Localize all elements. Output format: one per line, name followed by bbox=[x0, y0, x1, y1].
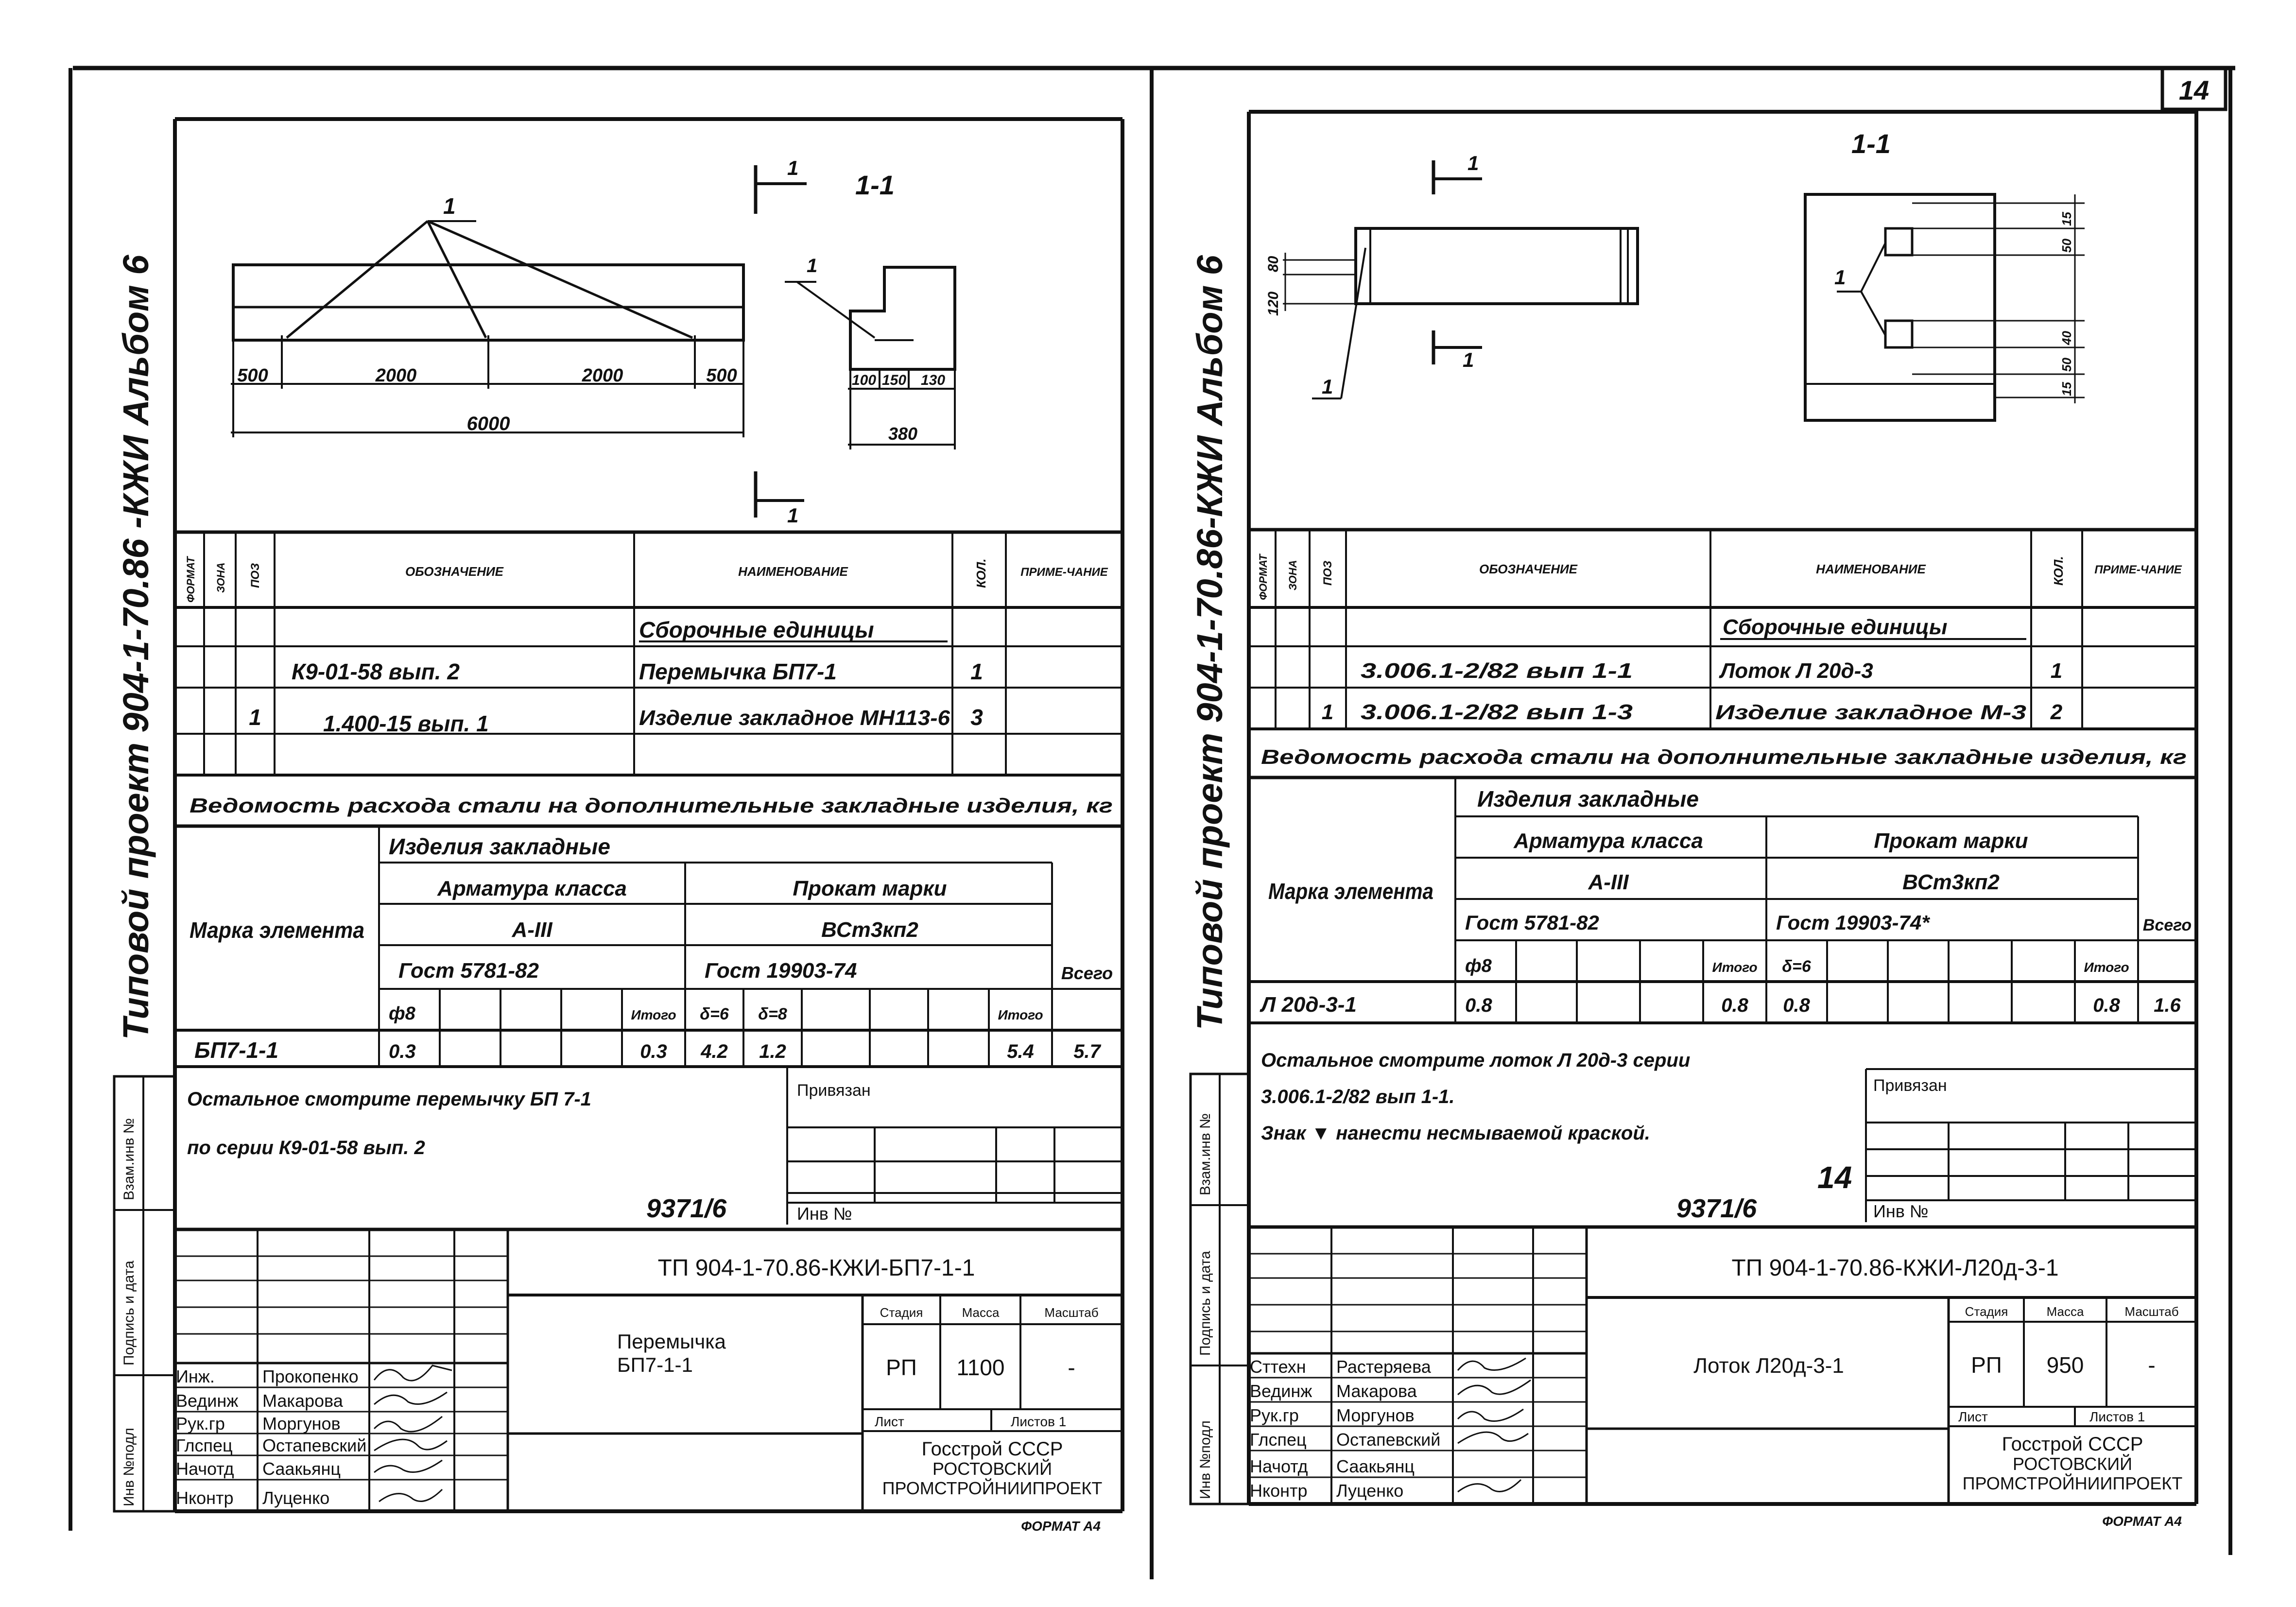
steel-col-header: Итого bbox=[998, 1007, 1043, 1022]
tb-stage: РП bbox=[886, 1355, 917, 1380]
note-line: Знак ▼ нанести несмываемой краской. bbox=[1261, 1123, 1650, 1144]
tb-role: Глспец bbox=[1250, 1430, 1307, 1450]
spec-code: К9-01-58 вып. 2 bbox=[292, 659, 460, 684]
spec-name: Изделие закладное М-3 bbox=[1715, 701, 2026, 724]
steel-col-header: δ=6 bbox=[700, 1005, 729, 1023]
tb-person: Растеряева bbox=[1336, 1357, 1431, 1377]
dim-label: 500 bbox=[237, 365, 268, 386]
tb-org-line: ПРОМСТРОЙНИИПРОЕКТ bbox=[1962, 1473, 2183, 1493]
steel-col-header: Итого bbox=[1712, 960, 1758, 975]
steel-col-header: ф8 bbox=[1465, 956, 1492, 976]
spec-name: Перемычка БП7-1 bbox=[639, 659, 837, 684]
note-extra: 14 bbox=[1817, 1160, 1852, 1195]
steel-row-mark: Л 20д-3-1 bbox=[1261, 993, 1357, 1017]
steel-col-header: Итого bbox=[2084, 960, 2129, 975]
steel-total-header: Всего bbox=[2142, 916, 2192, 934]
tb-role: Нконтр bbox=[1250, 1481, 1308, 1501]
section-title: 1-1 bbox=[855, 170, 895, 200]
tb-org-line: РОСТОВСКИЙ bbox=[932, 1459, 1052, 1479]
tray-cross-section bbox=[1805, 194, 2085, 420]
col-header: ПРИМЕ-ЧАНИЕ bbox=[2094, 563, 2182, 576]
spec-poz: 1 bbox=[1321, 700, 1334, 724]
col-header: ОБОЗНАЧЕНИЕ bbox=[1479, 562, 1578, 576]
tb-mass-header: Масса bbox=[2046, 1304, 2084, 1319]
tb-person: Саакьянц bbox=[1336, 1456, 1415, 1476]
tb-person: Остапевский bbox=[1336, 1430, 1441, 1450]
note-line: Остальное смотрите лоток Л 20д-3 серии bbox=[1261, 1050, 1691, 1071]
side-stamp-label: Инв №подл bbox=[1197, 1420, 1213, 1499]
tb-name: Лоток Л20д-3-1 bbox=[1693, 1354, 1844, 1378]
steel-cell: 0.3 bbox=[640, 1041, 667, 1062]
steel-prokat-gost: Гост 19903-74* bbox=[1776, 911, 1930, 934]
right-sheet bbox=[1190, 109, 2196, 1529]
dim-label: 50 bbox=[2059, 239, 2074, 253]
col-header: КОЛ. bbox=[974, 558, 988, 588]
steel-cell: 0.3 bbox=[389, 1041, 416, 1062]
section-cut-marker bbox=[756, 165, 807, 518]
steel-cell: 0.8 bbox=[1721, 995, 1748, 1016]
steel-col-header: ф8 bbox=[389, 1003, 415, 1024]
tb-sheet-header: Лист bbox=[875, 1414, 904, 1429]
dim-label: 150 bbox=[881, 372, 907, 388]
tb-stage-header: Стадия bbox=[880, 1305, 923, 1320]
beam-cross-section bbox=[785, 267, 955, 449]
tb-mass-header: Масса bbox=[962, 1305, 1000, 1320]
steel-arm-class: А-III bbox=[512, 918, 552, 942]
spec-code: 3.006.1-2/82 вып 1-3 bbox=[1361, 700, 1633, 724]
steel-table bbox=[175, 826, 1122, 1067]
steel-row-mark: БП7-1-1 bbox=[194, 1037, 279, 1063]
dim-label: 50 bbox=[2059, 358, 2074, 372]
steel-prokat-gost: Гост 19903-74 bbox=[705, 959, 857, 983]
steel-cell: 0.8 bbox=[1783, 995, 1810, 1016]
side-stamp-label: Взам.инв № bbox=[1197, 1113, 1213, 1195]
steel-total-header: Всего bbox=[1061, 963, 1113, 983]
tb-role: Сттехн bbox=[1250, 1357, 1306, 1377]
steel-arm-header: Арматура класса bbox=[437, 877, 627, 900]
inv-label: Инв № bbox=[1873, 1201, 1929, 1221]
tb-role: Начотд bbox=[1250, 1456, 1308, 1476]
tb-role: Рук.гр bbox=[176, 1414, 225, 1434]
dim-label: 40 bbox=[2059, 331, 2074, 345]
tb-scale: - bbox=[2148, 1352, 2156, 1378]
steel-arm-gost: Гост 5781-82 bbox=[398, 959, 539, 983]
tb-person: Остапевский bbox=[262, 1435, 367, 1455]
steel-prokat-header: Прокат марки bbox=[1874, 829, 2028, 853]
callout-label: 1 bbox=[443, 193, 456, 219]
note-line: Остальное смотрите перемычку БП 7-1 bbox=[187, 1089, 591, 1110]
col-header: КОЛ. bbox=[2051, 556, 2066, 586]
privyazan-label: Привязан bbox=[1873, 1076, 1947, 1095]
callout-label: 1 bbox=[807, 255, 818, 276]
spec-code: 3.006.1-2/82 вып 1-1 bbox=[1361, 659, 1633, 683]
col-header: НАИМЕНОВАНИЕ bbox=[738, 564, 848, 579]
section-arrow-label: 1 bbox=[1463, 348, 1474, 371]
spec-qty: 1 bbox=[970, 659, 983, 684]
spec-code: 1.400-15 вып. 1 bbox=[323, 711, 489, 736]
tb-person: Моргунов bbox=[1336, 1405, 1415, 1425]
tb-person: Саакьянц bbox=[262, 1459, 341, 1479]
left-sheet bbox=[114, 119, 1122, 1534]
tb-mass: 950 bbox=[2046, 1352, 2084, 1378]
steel-marka-header: Марка элемента bbox=[190, 917, 364, 943]
spec-section-title: Сборочные единицы bbox=[1723, 615, 1948, 639]
tb-stage-header: Стадия bbox=[1965, 1304, 2008, 1319]
steel-cell: 5.7 bbox=[1073, 1041, 1101, 1062]
steel-cell: 0.8 bbox=[2093, 995, 2120, 1016]
tb-person: Луценко bbox=[262, 1488, 330, 1508]
tb-role: Глспец bbox=[176, 1435, 233, 1455]
dim-label: 2000 bbox=[582, 365, 623, 386]
steel-prokat-mark: ВСт3кп2 bbox=[1902, 870, 2000, 894]
spec-name: Лоток Л 20д-3 bbox=[1720, 659, 1873, 683]
section-arrow-label: 1 bbox=[787, 504, 799, 527]
col-header: ПРИМЕ-ЧАНИЕ bbox=[1020, 566, 1108, 579]
tb-org-line: ПРОМСТРОЙНИИПРОЕКТ bbox=[882, 1478, 1103, 1498]
tb-stage: РП bbox=[1971, 1352, 2002, 1378]
dim-label: 2000 bbox=[375, 365, 417, 386]
steel-arm-header: Арматура класса bbox=[1514, 829, 1703, 853]
steel-col-header: δ=6 bbox=[1782, 957, 1811, 976]
tb-person: Прокопенко bbox=[262, 1366, 359, 1386]
tb-person: Макарова bbox=[1336, 1381, 1417, 1401]
side-stamp-label: Взам.инв № bbox=[121, 1118, 137, 1200]
col-header: ЗОНА bbox=[215, 562, 227, 593]
tb-role: Нконтр bbox=[176, 1488, 234, 1508]
section-title: 1-1 bbox=[1851, 128, 1891, 159]
inv-label: Инв № bbox=[797, 1204, 852, 1224]
steel-cell: 5.4 bbox=[1007, 1041, 1034, 1062]
spec-section-title: Сборочные единицы bbox=[639, 617, 874, 642]
dim-label: 15 bbox=[2059, 212, 2074, 226]
note-line: по серии К9-01-58 вып. 2 bbox=[187, 1137, 425, 1158]
tray-elevation bbox=[1283, 160, 1638, 398]
tb-designation: ТП 904-1-70.86-КЖИ-Л20д-3-1 bbox=[1731, 1255, 2059, 1281]
steel-arm-gost: Гост 5781-82 bbox=[1465, 911, 1599, 934]
col-header: НАИМЕНОВАНИЕ bbox=[1816, 562, 1926, 576]
note-line: 3.006.1-2/82 вып 1-1. bbox=[1261, 1086, 1455, 1107]
spec-poz: 1 bbox=[249, 705, 261, 730]
beam-elevation bbox=[231, 221, 743, 437]
format-label: ФОРМАТ А4 bbox=[2102, 1514, 2182, 1529]
side-title: Типовой проект 904-1-70.86 -КЖИ Альбом 6 bbox=[116, 255, 156, 1040]
tb-person: Луценко bbox=[1336, 1481, 1404, 1501]
dim-label: 80 bbox=[1265, 256, 1281, 272]
tb-scale-header: Масштаб bbox=[2124, 1304, 2179, 1319]
steel-col-header: Итого bbox=[631, 1007, 676, 1022]
spec-qty: 2 bbox=[2050, 700, 2063, 724]
tb-mass: 1100 bbox=[956, 1355, 1005, 1380]
tb-scale: - bbox=[1068, 1355, 1075, 1380]
callout-label: 1 bbox=[1834, 266, 1846, 289]
dim-label: 380 bbox=[888, 424, 918, 444]
tb-name: Перемычка БП7-1-1 bbox=[617, 1330, 726, 1376]
spec-qty: 1 bbox=[2050, 659, 2063, 683]
dim-label: 15 bbox=[2059, 382, 2074, 396]
tb-designation: ТП 904-1-70.86-КЖИ-БП7-1-1 bbox=[657, 1255, 975, 1281]
tb-role: Начотд bbox=[176, 1459, 234, 1479]
side-stamp-label: Инв №подл bbox=[121, 1428, 137, 1506]
col-header: ПОЗ bbox=[1321, 560, 1334, 586]
sheet-ref: 9371/6 bbox=[646, 1194, 727, 1223]
tb-org-line: Госстрой СССР bbox=[2002, 1434, 2143, 1455]
callout-label: 1 bbox=[1322, 375, 1333, 398]
tb-role: Инж. bbox=[176, 1366, 215, 1386]
side-stamp-label: Подпись и дата bbox=[121, 1261, 137, 1365]
steel-cell: 1.2 bbox=[759, 1041, 786, 1062]
page-frame bbox=[70, 68, 2235, 1579]
col-header: ПОЗ bbox=[249, 563, 262, 588]
dim-label: 6000 bbox=[466, 413, 510, 434]
dim-label: 100 bbox=[851, 372, 877, 388]
tb-scale-header: Масштаб bbox=[1044, 1305, 1099, 1320]
dim-label: 500 bbox=[706, 365, 737, 386]
col-header: ОБОЗНАЧЕНИЕ bbox=[405, 564, 504, 579]
steel-prokat-mark: ВСт3кп2 bbox=[821, 918, 918, 942]
tb-person: Макарова bbox=[262, 1391, 343, 1411]
side-stamp-label: Подпись и дата bbox=[1197, 1251, 1213, 1356]
steel-prokat-header: Прокат марки bbox=[793, 877, 947, 900]
spec-name: Изделие закладное МН113-6 bbox=[639, 706, 950, 730]
section-arrow-label: 1 bbox=[1467, 152, 1479, 174]
side-title: Типовой проект 904-1-70.86-КЖИ Альбом 6 bbox=[1190, 255, 1230, 1030]
tb-role: Вединж bbox=[1250, 1381, 1312, 1401]
spec-qty: 3 bbox=[970, 705, 983, 730]
format-label: ФОРМАТ А4 bbox=[1021, 1519, 1101, 1534]
steel-table-title: Ведомость расхода стали на дополнительные закладные изделия, кг bbox=[190, 794, 1113, 817]
steel-izd-header: Изделия закладные bbox=[389, 834, 610, 859]
col-header: ФОРМАТ bbox=[185, 556, 197, 603]
tb-role: Вединж bbox=[176, 1391, 239, 1411]
steel-cell: 1.6 bbox=[2154, 995, 2181, 1016]
col-header: ЗОНА bbox=[1287, 560, 1299, 590]
tb-role: Рук.гр bbox=[1250, 1405, 1299, 1425]
steel-cell: 0.8 bbox=[1465, 995, 1492, 1016]
steel-marka-header: Марка элемента bbox=[1268, 879, 1433, 904]
tb-sheets-header: Листов 1 bbox=[1011, 1414, 1067, 1429]
dim-label: 120 bbox=[1265, 291, 1281, 316]
tb-person: Моргунов bbox=[262, 1414, 341, 1434]
steel-table-title: Ведомость расхода стали на дополнительные закладные изделия, кг bbox=[1261, 745, 2187, 768]
col-header: ФОРМАТ bbox=[1257, 554, 1269, 600]
steel-arm-class: А-III bbox=[1588, 870, 1629, 894]
steel-izd-header: Изделия закладные bbox=[1477, 786, 1699, 812]
tb-org-line: Госстрой СССР bbox=[921, 1438, 1063, 1460]
tb-sheet-header: Лист bbox=[1958, 1409, 1988, 1424]
privyazan-label: Привязан bbox=[797, 1081, 871, 1100]
dim-label: 130 bbox=[920, 372, 946, 388]
section-arrow-label: 1 bbox=[787, 156, 799, 179]
page-number: 14 bbox=[2178, 75, 2210, 105]
tb-sheets-header: Листов 1 bbox=[2089, 1409, 2145, 1424]
tb-org-line: РОСТОВСКИЙ bbox=[2013, 1454, 2132, 1474]
sheet-ref: 9371/6 bbox=[1676, 1194, 1757, 1223]
steel-cell: 4.2 bbox=[701, 1041, 728, 1062]
steel-col-header: δ=8 bbox=[758, 1005, 787, 1023]
